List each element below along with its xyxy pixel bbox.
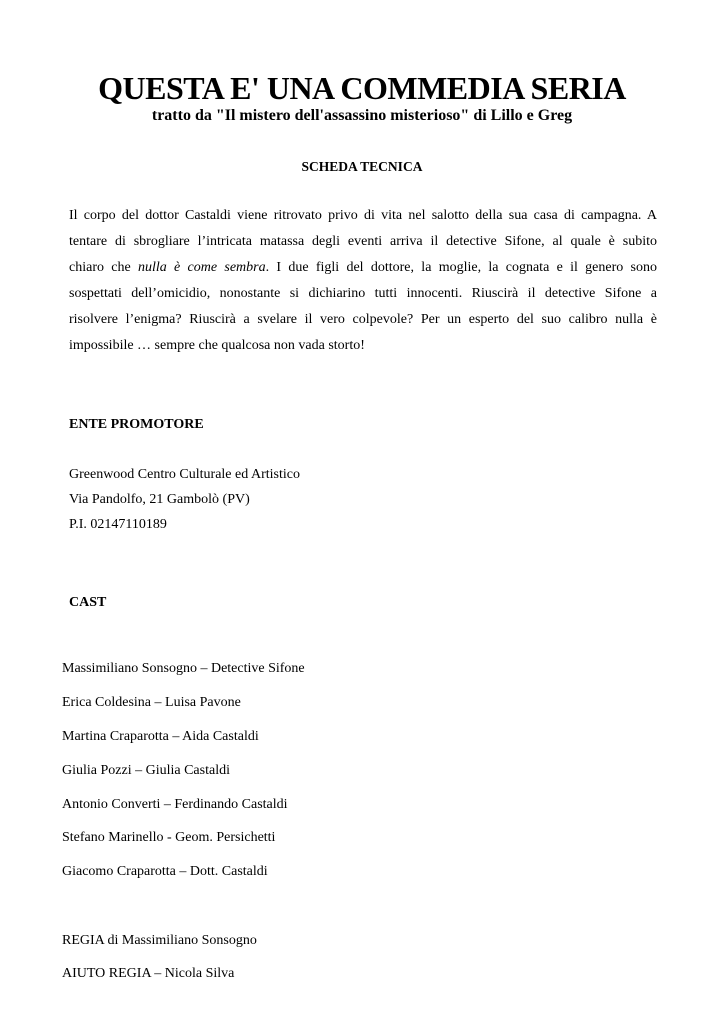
section-heading-scheda-tecnica: SCHEDA TECNICA — [301, 159, 423, 174]
assistant-direction-credit: AIUTO REGIA – Nicola Silva — [62, 966, 235, 981]
cast-member: Erica Coldesina – Luisa Pavone — [62, 695, 241, 710]
promoter-heading: ENTE PROMOTORE — [69, 417, 204, 432]
cast-member: Giacomo Craparotta – Dott. Castaldi — [62, 864, 268, 879]
synopsis-line: impossibile … sempre che qualcosa non vada storto! — [69, 338, 365, 353]
synopsis-text: . I due figli del dottore, la moglie, la cognata e il genero sono — [265, 260, 657, 275]
direction-credit: REGIA di Massimiliano Sonsogno — [62, 933, 257, 948]
synopsis-line: tentare di sbrogliare l’intricata matassa degli eventi arriva il detective Sifone, al quale è subito — [69, 234, 657, 249]
cast-member: Massimiliano Sonsogno – Detective Sifone — [62, 661, 305, 676]
promoter-name: Greenwood Centro Culturale ed Artistico — [69, 467, 300, 482]
synopsis-line: risolvere l’enigma? Riuscirà a svelare il vero colpevole? Per un esperto del suo calibro nulla è — [69, 312, 657, 327]
cast-member: Giulia Pozzi – Giulia Castaldi — [62, 763, 230, 778]
synopsis-line — [69, 255, 657, 281]
synopsis-italic-text: nulla è come sembra — [137, 260, 266, 275]
synopsis-paragraph — [69, 203, 657, 359]
cast-member: Martina Craparotta – Aida Castaldi — [62, 729, 259, 744]
synopsis-line: sospettati dell’omicidio, nonostante si dichiarino tutti innocenti. Riuscirà il detective Sifone a — [69, 286, 657, 301]
cast-heading: CAST — [69, 595, 107, 610]
synopsis-line: Il corpo del dottor Castaldi viene ritrovato privo di vita nel salotto della sua casa di campagna. A — [69, 208, 657, 223]
document-subtitle: tratto da "Il mistero dell'assassino misterioso" di Lillo e Greg — [151, 107, 573, 124]
promoter-vat: P.I. 02147110189 — [69, 517, 167, 532]
promoter-address: Via Pandolfo, 21 Gambolò (PV) — [69, 492, 250, 507]
cast-member: Stefano Marinello - Geom. Persichetti — [62, 830, 276, 845]
synopsis-text: chiaro che — [69, 260, 138, 275]
cast-member: Antonio Converti – Ferdinando Castaldi — [62, 797, 288, 812]
document-title: QUESTA E' UNA COMMEDIA SERIA — [98, 70, 626, 106]
